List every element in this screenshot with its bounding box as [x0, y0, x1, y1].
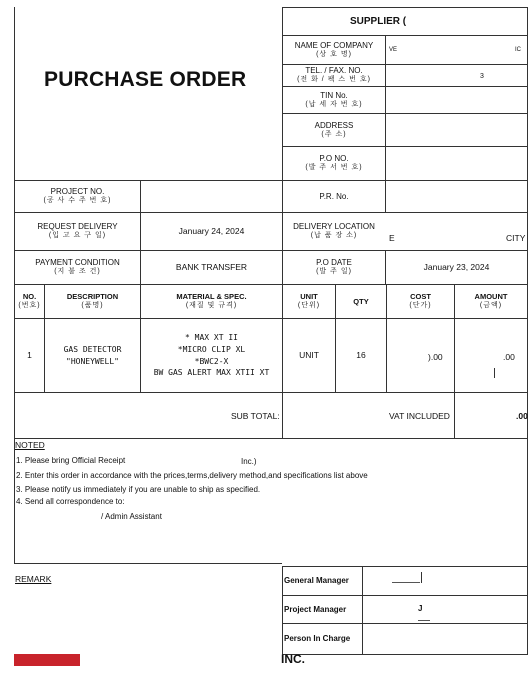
item-unit: UNIT	[299, 350, 319, 361]
col-header-qty: QTY	[353, 296, 369, 306]
payment-condition-label: PAYMENT CONDITION (지 불 조 건)	[35, 258, 120, 276]
item-qty: 16	[356, 350, 366, 361]
project-no-label: PROJECT NO. (공 사 수 주 번 호)	[43, 187, 112, 205]
subtotal-value: .00	[516, 411, 528, 421]
pr-no-label: P.R. No.	[319, 191, 349, 201]
payment-condition-value: BANK TRANSFER	[175, 262, 248, 273]
company-name-label: NAME OF COMPANY (상 호 명)	[294, 40, 374, 58]
item-amount: .00	[503, 352, 515, 362]
col-header-cost: COST (단가)	[409, 292, 432, 309]
subtotal-label: SUB TOTAL:	[231, 411, 280, 421]
item-cost: ).00	[428, 352, 443, 362]
noted-line-1-suffix: Inc.)	[241, 457, 257, 466]
item-material-spec: * MAX XT II *MICRO CLIP XL *BWC2-X BW GAS ALERT MAX XTII XT	[153, 333, 270, 378]
company-name-value-start: VE	[389, 47, 398, 53]
delivery-location-value-end: CITY	[506, 233, 526, 243]
request-delivery-label: REQUEST DELIVERY (입 고 요 구 일)	[37, 222, 118, 240]
request-delivery-value: January 24, 2024	[178, 226, 245, 237]
person-in-charge-label: Person In Charge	[284, 634, 351, 643]
footer-company-name: INC.	[281, 652, 305, 666]
document-title: PURCHASE ORDER	[44, 68, 247, 91]
general-manager-label: General Manager	[284, 576, 349, 585]
project-manager-signature	[418, 620, 430, 621]
footer-logo-bar	[14, 654, 80, 666]
delivery-location-value-start: E	[389, 233, 395, 243]
item-description: GAS DETECTOR "HONEYWELL"	[63, 344, 122, 366]
supplier-heading: SUPPLIER (	[350, 16, 407, 27]
vat-included-label: VAT INCLUDED	[389, 411, 450, 421]
tel-fax-value: 3	[480, 73, 484, 80]
col-header-no: NO. (번호)	[18, 292, 41, 309]
tin-label: TIN No. (납 세 자 번 호)	[305, 90, 363, 108]
col-header-material-spec: MATERIAL & SPEC. (재질 및 규격)	[176, 292, 247, 309]
po-date-label: P.O DATE (발 주 일)	[316, 258, 352, 276]
tel-fax-label: TEL. / FAX. NO. (전 화 / 팩 스 번 호)	[297, 66, 371, 84]
noted-line-1: 1. Please bring Official Receipt	[16, 456, 126, 465]
col-header-description: DESCRIPTION (품명)	[66, 292, 119, 309]
project-no-value	[141, 181, 282, 212]
noted-heading: NOTED	[15, 440, 45, 450]
project-manager-label: Project Manager	[284, 605, 347, 614]
project-manager-value: J	[418, 604, 423, 613]
noted-line-4: 4. Send all correspondence to:	[16, 497, 125, 506]
general-manager-signature-stroke	[421, 572, 422, 583]
amount-mark	[494, 368, 495, 378]
po-number-label: P.O NO. (발 주 서 번 호)	[305, 154, 363, 172]
pr-no-value	[386, 181, 527, 212]
delivery-location-label: DELIVERY LOCATION (납 품 장 소)	[293, 222, 375, 240]
noted-line-2: 2. Enter this order in accordance with the prices,terms,delivery method,and specifications list above	[16, 471, 368, 480]
po-date-value: January 23, 2024	[423, 262, 490, 273]
address-label: ADDRESS (주 소)	[314, 120, 354, 138]
col-header-unit: UNIT (단위)	[297, 292, 321, 309]
company-name-value-end: IC	[515, 47, 521, 53]
general-manager-signature	[392, 582, 420, 583]
remark-heading: REMARK	[15, 574, 52, 584]
admin-assistant-text: / Admin Assistant	[101, 512, 162, 521]
item-no: 1	[27, 350, 32, 361]
col-header-amount: AMOUNT (금액)	[474, 292, 508, 309]
noted-line-3: 3. Please notify us immediately if you are unable to ship as specified.	[16, 485, 261, 494]
